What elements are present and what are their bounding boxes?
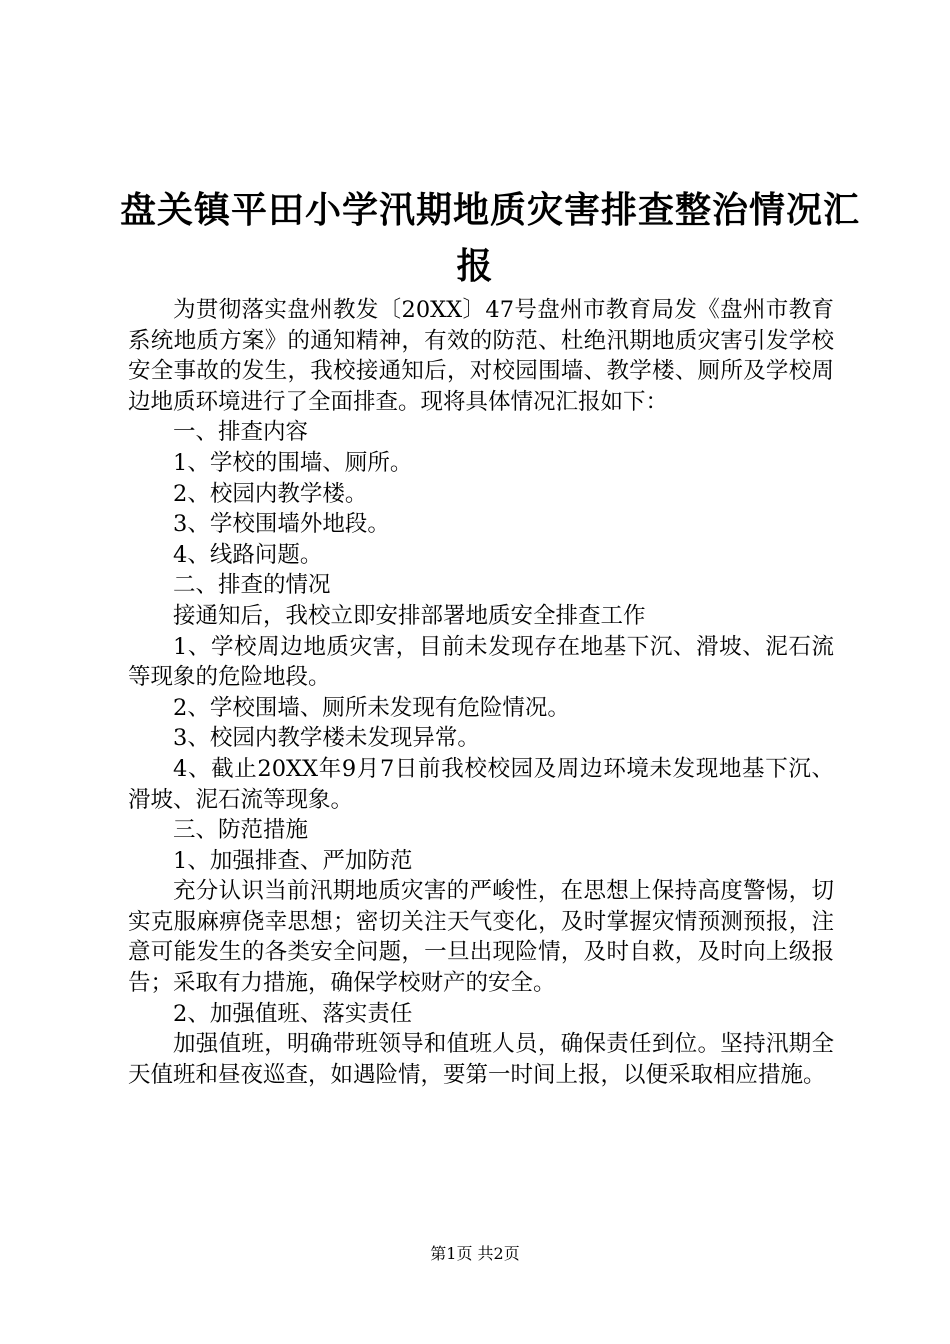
paragraph-intro: 为贯彻落实盘州教发〔20XX〕47号盘州市教育局发《盘州市教育系统地质方案》的通知精神，有效的防范、杜绝汛期地质灾害引发学校安全事故的发生，我校接通知后，对校园围墙、教学楼、厕所及学校周边地质环境进行了全面排查。现将具体情况汇报如下：: [128, 297, 834, 415]
section-heading-3: 三、防范措施: [173, 817, 309, 844]
document-title: [120, 182, 861, 294]
list-item: 3、校园内教学楼未发现异常。: [173, 725, 480, 752]
list-item: 3、学校围墙外地段。: [173, 511, 390, 538]
section-heading-2: 二、排查的情况: [173, 572, 331, 599]
title-line-2: 报: [456, 245, 494, 287]
list-item: 4、线路问题。: [173, 541, 323, 568]
list-item: 4、截止20XX年9月7日前我校校园及周边环境未发现地基下沉、滑坡、泥石流等现象。: [128, 755, 834, 813]
list-item: 1、学校的围墙、厕所。: [173, 449, 413, 476]
section-heading-1: 一、排查内容: [173, 419, 309, 446]
paragraph: 充分认识当前汛期地质灾害的严峻性，在思想上保持高度警惕，切实克服麻痹侥幸思想；密切关注天气变化，及时掌握灾情预测预报，注意可能发生的各类安全问题，一旦出现险情，及时自救，及时向上级报告；采取有力措施，确保学校财产的安全。: [128, 878, 834, 997]
page-footer: 第1页 共2页: [430, 1244, 520, 1263]
subsection-heading: 2、加强值班、落实责任: [173, 1000, 413, 1027]
list-item: 1、学校周边地质灾害，目前未发现存在地基下沉、滑坡、泥石流等现象的危险地段。: [128, 633, 834, 691]
paragraph: 加强值班，明确带班领导和值班人员，确保责任到位。坚持汛期全天值班和昼夜巡查，如遇险情，要第一时间上报，以便采取相应措施。: [128, 1031, 834, 1088]
subsection-heading: 1、加强排查、严加防范: [173, 847, 413, 874]
title-line-1: 盘关镇平田小学汛期地质灾害排查整治情况汇: [120, 189, 861, 231]
list-item: 2、校园内教学楼。: [173, 480, 368, 507]
document-body: [128, 295, 834, 1090]
list-item: 2、学校围墙、厕所未发现有危险情况。: [173, 694, 570, 721]
paragraph: 接通知后，我校立即安排部署地质安全排查工作: [173, 602, 646, 629]
